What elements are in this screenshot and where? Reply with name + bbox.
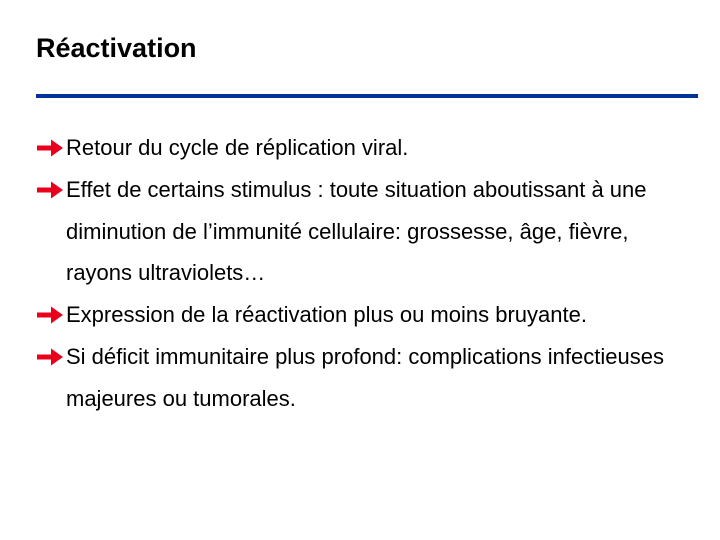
bullet-item xyxy=(36,336,696,420)
arrow-right-icon xyxy=(36,305,64,325)
bullet-text: Expression de la réactivation plus ou moins bruyante. xyxy=(66,302,587,328)
bullet-item xyxy=(36,294,696,336)
bullet-text: Si déficit immunitaire plus profond: complications infectieuses majeures ou tumorales. xyxy=(66,343,664,411)
bullet-text: Retour du cycle de réplication viral. xyxy=(66,135,409,160)
bullet-item xyxy=(36,169,696,294)
arrow-right-icon xyxy=(36,138,64,158)
title-underline xyxy=(36,94,698,98)
arrow-right-icon xyxy=(36,180,64,200)
bullet-list xyxy=(36,127,696,420)
bullet-text: Effet de certains stimulus : toute situation aboutissant à une diminution de l’immunité cellulaire: grossesse, âge, fièvre, rayons ultraviolets… xyxy=(66,176,647,286)
bullet-item xyxy=(36,127,696,169)
arrow-right-icon xyxy=(36,347,64,367)
slide-title: Réactivation xyxy=(36,33,197,63)
